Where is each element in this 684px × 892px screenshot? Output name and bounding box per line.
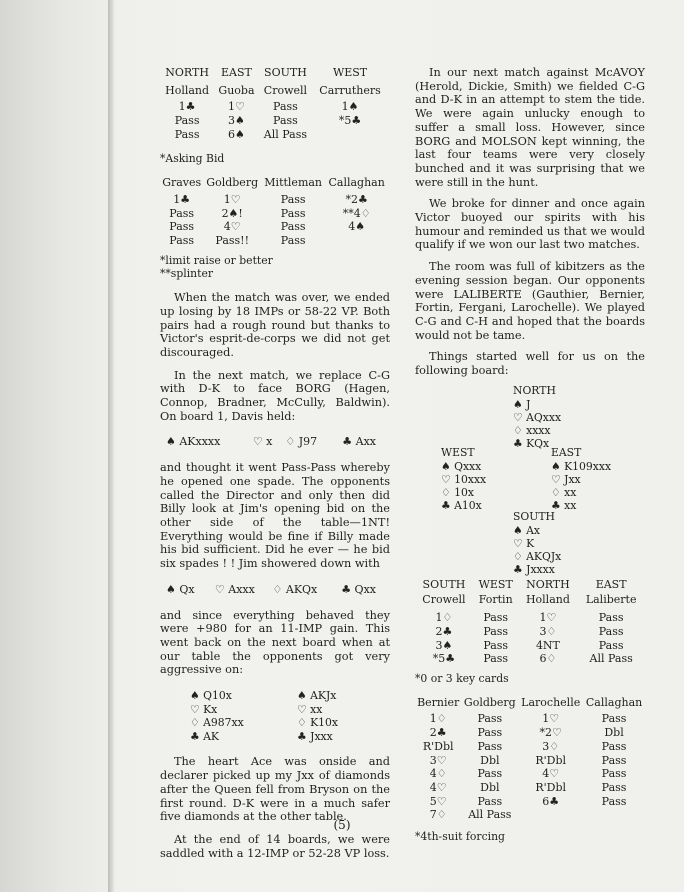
bid: Pass (280, 234, 306, 248)
bid: **4♢ (342, 206, 371, 220)
header-east: EAST (595, 577, 627, 591)
player-name: Mittleman (264, 176, 323, 190)
heart-holding: ♡ Axxx (214, 582, 255, 596)
bid: R'Dbl (422, 739, 454, 753)
bid: 4♡ (429, 780, 447, 794)
bid: Dbl (480, 753, 500, 767)
bid: 1♡ (228, 100, 245, 114)
left-column (160, 66, 390, 860)
page-number: (5) (333, 818, 351, 832)
bid: 6♢ (539, 652, 557, 666)
paragraph: Things started well for us on the following board: (415, 350, 645, 378)
bid: Dbl (480, 780, 500, 794)
player-name: Crowell (422, 593, 466, 607)
paragraph: The heart Ace was onside and declarer picked up my Jxx of diamonds after the Queen fell from Bryson on the first round. D-K were in a much safer five diamonds at the other table. (160, 755, 390, 824)
diamond-holding: ♢ J97 (285, 435, 318, 449)
bid: Pass (601, 739, 627, 753)
bid: 1♡ (223, 192, 241, 206)
player-name: Bernier (417, 695, 460, 709)
bid: All Pass (468, 808, 512, 822)
footnote-asking-bid: *Asking Bid (160, 151, 225, 165)
bid: 3♠ (435, 638, 453, 652)
bid: Pass (273, 100, 298, 114)
bid: Pass (601, 794, 627, 808)
bid: *2♣ (345, 192, 368, 206)
paragraph: We broke for dinner and once again Victor buoyed our spirits with his humour and reminded us that we would qualify if we won our last two matches. (415, 197, 645, 252)
spade-holding: ♠ Q10x (190, 689, 232, 703)
bid: R'Dbl (535, 780, 567, 794)
bid: Pass (169, 220, 195, 234)
bid: Pass!! (215, 234, 250, 248)
diamond-holding: ♢ xxxx (513, 423, 551, 437)
player-name: Callaghan (328, 176, 385, 190)
bid: 1♣ (178, 100, 196, 114)
bid: *5♣ (432, 652, 456, 666)
player-name: Fortin (478, 593, 513, 607)
bid: Pass (483, 611, 509, 625)
header-south: SOUTH (422, 577, 466, 591)
spade-holding: ♠ AKJx (297, 689, 337, 703)
club-holding: ♣ A10x (441, 498, 482, 512)
hand-jim (166, 583, 376, 597)
bid: Pass (601, 767, 627, 781)
header-east: EAST (221, 66, 252, 79)
club-holding: ♣ Axx (342, 435, 376, 449)
player-name: Holland (165, 83, 210, 97)
bid: Pass (174, 127, 200, 141)
east-label: EAST (551, 445, 582, 459)
spade-holding: ♠ J (513, 397, 531, 411)
bid: 1♣ (173, 192, 191, 206)
hand-davis (166, 435, 376, 449)
bid: Pass (174, 114, 200, 128)
player-name: Guoba (218, 83, 255, 97)
player-name: Holland (525, 593, 570, 607)
bidding-table-4 (415, 696, 645, 822)
footnote-limit-raise: *limit raise or better (160, 253, 273, 267)
bidding-table-1 (160, 66, 388, 142)
heart-holding: ♡ 10xxx (441, 472, 487, 486)
club-holding: ♣ Jxxx (297, 729, 333, 743)
east-hand (551, 446, 611, 512)
header-south: SOUTH (264, 66, 307, 79)
north-label: NORTH (513, 383, 556, 397)
diamond-holding: ♢ AKQJx (513, 549, 562, 563)
header-west: WEST (332, 66, 368, 79)
diamond-holding: ♢ 10x (441, 485, 474, 499)
north-hand (513, 384, 561, 450)
bidding-table-2 (160, 176, 388, 248)
bid: *2♡ (539, 726, 562, 740)
bid: Pass (477, 712, 503, 726)
bid: 3♡ (429, 753, 447, 767)
paragraph: In our next match against McAVOY (Herold, Dickie, Smith) we fielded C-G and D-K in an attempt to stem the tide. We were again unlucky enough to suffer a small loss. However, since BORG and MOLSON kept winning, the last four teams were very closely bunched and it was surprising that we were still in the hunt. (415, 66, 645, 189)
diamond-holding: ♢ A987xx (190, 716, 244, 730)
paragraph: In the next match, we replace C-G with D-K to face BORG (Hagen, Connop, Bradner, McCully, Baldwin). On board 1, Davis held: (160, 368, 390, 423)
bid: 3♢ (542, 739, 560, 753)
bid (312, 128, 388, 142)
bid: Pass (598, 611, 624, 625)
bid: Pass (280, 220, 306, 234)
bid: *5♣ (338, 114, 362, 128)
bid: 1♠ (341, 100, 359, 114)
heart-holding: ♡ AQxxx (513, 410, 562, 424)
heart-holding: ♡ Kx (190, 702, 218, 716)
bid: 1♢ (429, 712, 447, 726)
player-name: Laliberte (585, 593, 637, 607)
right-column (415, 66, 645, 844)
bid: Pass (477, 767, 503, 781)
spade-holding: ♠ AKxxxx (166, 435, 221, 449)
bid: 7♢ (429, 808, 447, 822)
header-north: NORTH (165, 66, 209, 79)
paragraph: and since everything behaved they were +980 for an 11-IMP gain. This went back on the next board when at our table the opponents got very aggressive on: (160, 608, 390, 677)
player-name: Crowell (263, 83, 308, 97)
west-label: WEST (441, 445, 475, 459)
bid (325, 234, 388, 248)
bid: Dbl (604, 726, 624, 740)
diamond-holding: ♢ K10x (297, 716, 339, 730)
paragraph: The room was full of kibitzers as the evening session began. Our opponents were LALIBERTE (Gauthier, Bernier, Fortin, Fergani, Larochelle). We played C-G and C-H and hoped that the boards would not be tame. (415, 260, 645, 342)
header-west: WEST (478, 577, 513, 591)
bid: 3♢ (539, 624, 557, 638)
header-north: NORTH (526, 577, 570, 591)
bidding-table-3 (415, 578, 645, 666)
player-name: Larochelle (521, 695, 581, 709)
club-holding: ♣ Qxx (341, 582, 376, 596)
club-holding: ♣ xx (551, 498, 577, 512)
binding-gutter (108, 0, 114, 892)
heart-holding: ♡ xx (297, 702, 323, 716)
south-hand (513, 510, 561, 576)
bid: 5♡ (429, 794, 447, 808)
bid: Pass (598, 638, 624, 652)
player-name: Graves (162, 176, 202, 190)
bid: Pass (280, 192, 306, 206)
bid: Pass (169, 206, 195, 220)
bid: Pass (280, 206, 306, 220)
south-label: SOUTH (513, 509, 555, 523)
footnote-fourth-suit: *4th-suit forcing (415, 830, 505, 844)
bid: Pass (483, 652, 509, 666)
bid: Pass (477, 739, 503, 753)
bid: Pass (601, 753, 627, 767)
bid: Pass (598, 624, 624, 638)
bid: Pass (273, 114, 298, 128)
west-hand (441, 446, 486, 512)
hand-west (190, 689, 297, 743)
bid: Pass (483, 638, 509, 652)
bid: 4♢ (429, 767, 447, 781)
heart-holding: ♡ K (513, 536, 535, 550)
club-holding: ♣ Jxxxx (513, 562, 555, 576)
footnote-key-cards: *0 or 3 key cards (415, 671, 509, 685)
heart-holding: ♡ x (252, 435, 273, 449)
bid: Pass (601, 780, 627, 794)
bid: 1♡ (539, 611, 557, 625)
bid: 1♢ (435, 611, 453, 625)
bid: 2♣ (435, 624, 453, 638)
bid: 6♣ (542, 794, 560, 808)
bid: All Pass (589, 652, 633, 666)
heart-holding: ♡ Jxx (551, 472, 581, 486)
paragraph: and thought it went Pass-Pass whereby he opened one spade. The opponents called the Director and only then did Billy look at Jim's opening bid on the other side of the table—1NT! Everything would be fine if Billy made his bid sufficient. Did he ever — he bid six spades ! ! Jim showered down with (160, 461, 390, 571)
bid: R'Dbl (535, 753, 567, 767)
bid: 4♠ (348, 220, 366, 234)
bid: All Pass (263, 127, 308, 141)
deal-diagram (415, 384, 645, 574)
bid: Pass (169, 234, 195, 248)
bid: 2♠! (221, 206, 243, 220)
bid: 4♡ (223, 220, 241, 234)
bid: 4NT (535, 638, 560, 652)
bid: 3♠ (228, 114, 245, 128)
bid: Pass (477, 726, 503, 740)
bid: 4♡ (542, 767, 560, 781)
bid: Pass (601, 712, 627, 726)
bid: Pass (477, 794, 503, 808)
player-name: Goldberg (463, 695, 516, 709)
hand-east (297, 689, 338, 743)
bid: 2♣ (429, 726, 447, 740)
bid: 6♠ (228, 127, 245, 141)
club-holding: ♣ KQx (513, 436, 550, 450)
spade-holding: ♠ Ax (513, 523, 540, 537)
footnote-splinter: **splinter (160, 267, 213, 281)
spade-holding: ♠ Qx (166, 582, 195, 596)
diamond-holding: ♢ AKQx (272, 582, 318, 596)
bid: Pass (483, 624, 509, 638)
spade-holding: ♠ K109xxx (551, 459, 612, 473)
club-holding: ♣ AK (190, 729, 219, 743)
player-name: Goldberg (206, 176, 259, 190)
player-name: Carruthers (319, 83, 381, 97)
spade-holding: ♠ Qxxx (441, 459, 482, 473)
bid: 1♡ (542, 712, 560, 726)
paragraph: When the match was over, we ended up losing by 18 IMPs or 58-22 VP. Both pairs had a rough round but thanks to Victor's esprit-de-corps we did not get discouraged. (160, 291, 390, 359)
paragraph: At the end of 14 boards, we were saddled with a 12-IMP or 52-28 VP loss. (160, 832, 390, 860)
two-hands (190, 689, 390, 743)
player-name: Callaghan (585, 695, 643, 709)
diamond-holding: ♢ xx (551, 485, 577, 499)
